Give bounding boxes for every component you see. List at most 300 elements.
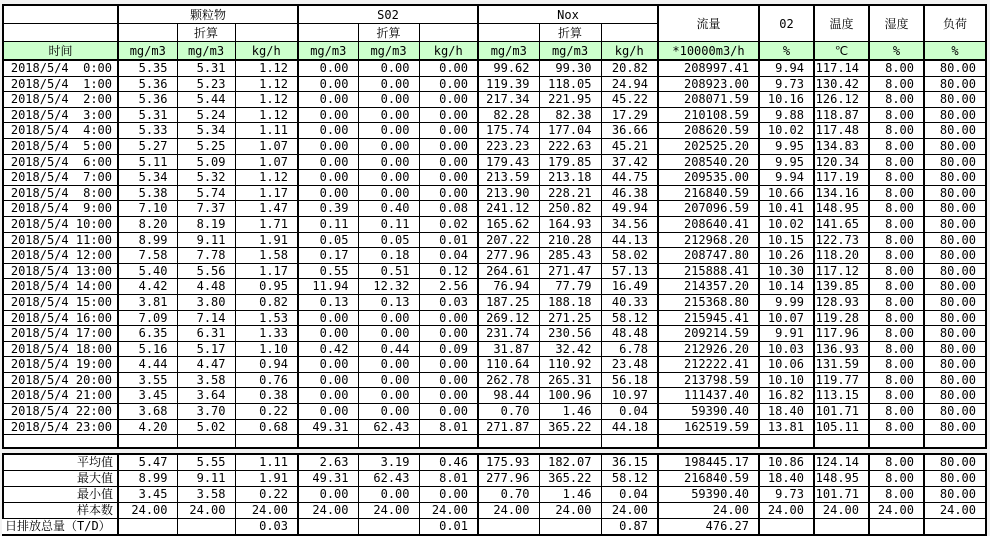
value-cell: 0.00 bbox=[419, 326, 478, 342]
value-cell: 0.00 bbox=[419, 487, 478, 503]
value-cell: 80.00 bbox=[924, 372, 986, 388]
value-cell: 9.88 bbox=[759, 107, 814, 123]
value-cell: 5.36 bbox=[118, 92, 177, 108]
value-cell: 117.96 bbox=[814, 326, 869, 342]
value-cell: 213.59 bbox=[478, 170, 539, 186]
value-cell: 45.21 bbox=[601, 138, 658, 154]
col-time: 时间 bbox=[3, 42, 118, 61]
value-cell: 8.00 bbox=[869, 404, 924, 420]
value-cell: 8.00 bbox=[869, 294, 924, 310]
value-cell: 7.14 bbox=[177, 310, 235, 326]
value-cell: 99.62 bbox=[478, 60, 539, 76]
value-cell: 1.12 bbox=[235, 107, 298, 123]
summary-label-cell: 日排放总量（T/D） bbox=[3, 519, 118, 536]
value-cell: 8.20 bbox=[118, 216, 177, 232]
value-cell: 0.00 bbox=[419, 388, 478, 404]
value-cell: 214357.20 bbox=[658, 279, 759, 295]
value-cell: 120.34 bbox=[814, 154, 869, 170]
value-cell: 0.00 bbox=[419, 123, 478, 139]
value-cell: 0.00 bbox=[358, 138, 419, 154]
table-row bbox=[3, 92, 986, 108]
value-cell: 208071.59 bbox=[658, 92, 759, 108]
value-cell: 0.13 bbox=[298, 294, 358, 310]
value-cell: 0.00 bbox=[419, 372, 478, 388]
value-cell: 0.00 bbox=[419, 138, 478, 154]
value-cell: 213.18 bbox=[539, 170, 601, 186]
value-cell: 0.00 bbox=[358, 487, 419, 503]
value-cell: 1.07 bbox=[235, 138, 298, 154]
value-cell: 7.37 bbox=[177, 201, 235, 217]
value-cell: 0.17 bbox=[298, 248, 358, 264]
table-row bbox=[3, 107, 986, 123]
value-cell: 148.95 bbox=[814, 471, 869, 487]
value-cell: 17.29 bbox=[601, 107, 658, 123]
value-cell: 126.12 bbox=[814, 92, 869, 108]
table-row bbox=[3, 279, 986, 295]
time-cell: 2018/5/4 6:00 bbox=[3, 154, 118, 170]
value-cell: 0.11 bbox=[358, 216, 419, 232]
value-cell: 0.00 bbox=[298, 170, 358, 186]
value-cell: 0.00 bbox=[298, 404, 358, 420]
value-cell: 0.00 bbox=[419, 185, 478, 201]
value-cell: 80.00 bbox=[924, 154, 986, 170]
value-cell: 80.00 bbox=[924, 216, 986, 232]
value-cell: 1.47 bbox=[235, 201, 298, 217]
value-cell: 175.93 bbox=[478, 454, 539, 471]
value-cell: 80.00 bbox=[924, 454, 986, 471]
value-cell bbox=[539, 519, 601, 536]
value-cell: 0.00 bbox=[419, 404, 478, 420]
value-cell: 5.24 bbox=[177, 107, 235, 123]
time-cell: 2018/5/4 5:00 bbox=[3, 138, 118, 154]
value-cell: 36.15 bbox=[601, 454, 658, 471]
value-cell: 49.31 bbox=[298, 471, 358, 487]
value-cell: 118.05 bbox=[539, 76, 601, 92]
corner-cell bbox=[3, 5, 118, 24]
value-cell: 6.31 bbox=[177, 326, 235, 342]
value-cell: 221.95 bbox=[539, 92, 601, 108]
value-cell: 3.45 bbox=[118, 388, 177, 404]
value-cell: 80.00 bbox=[924, 404, 986, 420]
value-cell: 209535.00 bbox=[658, 170, 759, 186]
value-cell: 117.48 bbox=[814, 123, 869, 139]
value-cell bbox=[358, 519, 419, 536]
time-cell: 2018/5/4 7:00 bbox=[3, 170, 118, 186]
value-cell: 16.49 bbox=[601, 279, 658, 295]
value-cell: 5.47 bbox=[118, 454, 177, 471]
value-cell: 80.00 bbox=[924, 341, 986, 357]
value-cell bbox=[924, 519, 986, 536]
value-cell: 0.00 bbox=[358, 76, 419, 92]
value-cell: 8.00 bbox=[869, 487, 924, 503]
value-cell: 10.16 bbox=[759, 92, 814, 108]
value-cell: 58.12 bbox=[601, 471, 658, 487]
table-row bbox=[3, 263, 986, 279]
value-cell: 8.00 bbox=[869, 326, 924, 342]
value-cell: 0.00 bbox=[298, 487, 358, 503]
value-cell bbox=[814, 519, 869, 536]
value-cell: 0.04 bbox=[601, 404, 658, 420]
unit-temperature: ℃ bbox=[814, 42, 869, 61]
value-cell: 7.58 bbox=[118, 248, 177, 264]
value-cell: 5.35 bbox=[118, 60, 177, 76]
value-cell: 0.13 bbox=[358, 294, 419, 310]
value-cell: 128.93 bbox=[814, 294, 869, 310]
value-cell: 0.00 bbox=[298, 185, 358, 201]
value-cell: 0.76 bbox=[235, 372, 298, 388]
table-row bbox=[3, 357, 986, 373]
value-cell: 24.00 bbox=[118, 503, 177, 519]
value-cell: 148.95 bbox=[814, 201, 869, 217]
value-cell: 10.07 bbox=[759, 310, 814, 326]
value-cell: 250.82 bbox=[539, 201, 601, 217]
value-cell: 5.27 bbox=[118, 138, 177, 154]
value-cell: 24.00 bbox=[419, 503, 478, 519]
value-cell: 5.74 bbox=[177, 185, 235, 201]
value-cell: 119.28 bbox=[814, 310, 869, 326]
value-cell: 24.00 bbox=[658, 503, 759, 519]
unit-so2-mgm3: mg/m3 bbox=[298, 42, 358, 61]
group-so2: S02 bbox=[298, 5, 478, 24]
value-cell: 58.02 bbox=[601, 248, 658, 264]
value-cell: 9.91 bbox=[759, 326, 814, 342]
empty-cell bbox=[235, 24, 298, 42]
value-cell: 0.70 bbox=[478, 404, 539, 420]
value-cell: 80.00 bbox=[924, 263, 986, 279]
value-cell: 34.56 bbox=[601, 216, 658, 232]
value-cell: 198445.17 bbox=[658, 454, 759, 471]
value-cell: 0.02 bbox=[419, 216, 478, 232]
value-cell: 8.00 bbox=[869, 419, 924, 435]
value-cell: 40.33 bbox=[601, 294, 658, 310]
value-cell: 59390.40 bbox=[658, 404, 759, 420]
value-cell: 32.42 bbox=[539, 341, 601, 357]
empty-cell bbox=[759, 435, 814, 449]
value-cell: 3.64 bbox=[177, 388, 235, 404]
value-cell: 8.00 bbox=[869, 388, 924, 404]
value-cell: 62.43 bbox=[358, 419, 419, 435]
subheader-converted-nox: 折算 bbox=[539, 24, 601, 42]
value-cell: 0.95 bbox=[235, 279, 298, 295]
value-cell: 223.23 bbox=[478, 138, 539, 154]
value-cell: 0.94 bbox=[235, 357, 298, 373]
value-cell: 7.10 bbox=[118, 201, 177, 217]
value-cell: 0.00 bbox=[419, 76, 478, 92]
value-cell: 3.55 bbox=[118, 372, 177, 388]
col-load: 负荷 bbox=[924, 5, 986, 42]
value-cell: 0.42 bbox=[298, 341, 358, 357]
value-cell: 117.19 bbox=[814, 170, 869, 186]
value-cell: 177.04 bbox=[539, 123, 601, 139]
value-cell: 0.87 bbox=[601, 519, 658, 536]
value-cell bbox=[869, 519, 924, 536]
value-cell: 80.00 bbox=[924, 138, 986, 154]
value-cell: 215368.80 bbox=[658, 294, 759, 310]
time-cell: 2018/5/4 8:00 bbox=[3, 185, 118, 201]
value-cell: 139.85 bbox=[814, 279, 869, 295]
value-cell: 207.22 bbox=[478, 232, 539, 248]
value-cell: 210.28 bbox=[539, 232, 601, 248]
empty-cell bbox=[298, 24, 358, 42]
group-particulate: 颗粒物 bbox=[118, 5, 298, 24]
summary-label-cell: 最大值 bbox=[3, 471, 118, 487]
value-cell: 3.68 bbox=[118, 404, 177, 420]
value-cell: 45.22 bbox=[601, 92, 658, 108]
value-cell: 5.33 bbox=[118, 123, 177, 139]
value-cell: 12.32 bbox=[358, 279, 419, 295]
value-cell: 0.00 bbox=[298, 138, 358, 154]
value-cell: 8.00 bbox=[869, 216, 924, 232]
value-cell: 80.00 bbox=[924, 232, 986, 248]
value-cell: 210108.59 bbox=[658, 107, 759, 123]
value-cell: 165.62 bbox=[478, 216, 539, 232]
value-cell: 9.95 bbox=[759, 154, 814, 170]
value-cell: 44.75 bbox=[601, 170, 658, 186]
value-cell: 1.12 bbox=[235, 92, 298, 108]
value-cell: 0.04 bbox=[601, 487, 658, 503]
value-cell: 8.00 bbox=[869, 201, 924, 217]
value-cell: 215945.41 bbox=[658, 310, 759, 326]
value-cell: 3.58 bbox=[177, 372, 235, 388]
value-cell: 80.00 bbox=[924, 248, 986, 264]
header-units-row bbox=[3, 42, 986, 61]
value-cell: 3.81 bbox=[118, 294, 177, 310]
value-cell: 98.44 bbox=[478, 388, 539, 404]
value-cell: 0.00 bbox=[358, 185, 419, 201]
value-cell: 8.19 bbox=[177, 216, 235, 232]
value-cell: 228.21 bbox=[539, 185, 601, 201]
value-cell: 0.00 bbox=[419, 357, 478, 373]
value-cell: 24.00 bbox=[814, 503, 869, 519]
value-cell: 3.70 bbox=[177, 404, 235, 420]
empty-cell bbox=[298, 435, 358, 449]
value-cell: 0.00 bbox=[298, 310, 358, 326]
value-cell: 105.11 bbox=[814, 419, 869, 435]
value-cell: 1.10 bbox=[235, 341, 298, 357]
value-cell: 118.87 bbox=[814, 107, 869, 123]
summary-body bbox=[3, 454, 986, 535]
value-cell: 24.00 bbox=[869, 503, 924, 519]
value-cell: 0.00 bbox=[358, 372, 419, 388]
value-cell: 8.00 bbox=[869, 107, 924, 123]
value-cell: 216840.59 bbox=[658, 471, 759, 487]
value-cell: 24.00 bbox=[759, 503, 814, 519]
value-cell: 130.42 bbox=[814, 76, 869, 92]
value-cell: 80.00 bbox=[924, 357, 986, 373]
empty-cell bbox=[118, 435, 177, 449]
value-cell: 175.74 bbox=[478, 123, 539, 139]
value-cell: 1.07 bbox=[235, 154, 298, 170]
value-cell: 24.00 bbox=[601, 503, 658, 519]
value-cell: 164.93 bbox=[539, 216, 601, 232]
value-cell: 10.15 bbox=[759, 232, 814, 248]
value-cell: 8.00 bbox=[869, 123, 924, 139]
unit-pm-mgm3: mg/m3 bbox=[118, 42, 177, 61]
value-cell: 80.00 bbox=[924, 419, 986, 435]
value-cell: 231.74 bbox=[478, 326, 539, 342]
value-cell: 277.96 bbox=[478, 248, 539, 264]
unit-pm-kgh: kg/h bbox=[235, 42, 298, 61]
value-cell: 1.17 bbox=[235, 185, 298, 201]
value-cell: 1.12 bbox=[235, 60, 298, 76]
value-cell: 0.05 bbox=[358, 232, 419, 248]
table-row bbox=[3, 216, 986, 232]
empty-cell bbox=[814, 435, 869, 449]
group-nox: Nox bbox=[478, 5, 658, 24]
value-cell: 62.43 bbox=[358, 471, 419, 487]
value-cell: 8.99 bbox=[118, 471, 177, 487]
value-cell: 212926.20 bbox=[658, 341, 759, 357]
value-cell: 182.07 bbox=[539, 454, 601, 471]
value-cell: 80.00 bbox=[924, 60, 986, 76]
summary-label-cell: 最小值 bbox=[3, 487, 118, 503]
value-cell: 48.48 bbox=[601, 326, 658, 342]
value-cell: 119.39 bbox=[478, 76, 539, 92]
summary-row bbox=[3, 454, 986, 471]
table-row bbox=[3, 294, 986, 310]
value-cell: 0.00 bbox=[358, 326, 419, 342]
value-cell: 0.44 bbox=[358, 341, 419, 357]
empty-cell bbox=[658, 435, 759, 449]
value-cell: 0.01 bbox=[419, 232, 478, 248]
time-cell: 2018/5/4 23:00 bbox=[3, 419, 118, 435]
value-cell: 6.78 bbox=[601, 341, 658, 357]
value-cell: 0.00 bbox=[419, 310, 478, 326]
unit-so2-kgh: kg/h bbox=[419, 42, 478, 61]
value-cell: 80.00 bbox=[924, 294, 986, 310]
value-cell: 208747.80 bbox=[658, 248, 759, 264]
value-cell bbox=[298, 519, 358, 536]
value-cell: 285.43 bbox=[539, 248, 601, 264]
value-cell: 5.25 bbox=[177, 138, 235, 154]
col-flow: 流量 bbox=[658, 5, 759, 42]
value-cell: 5.56 bbox=[177, 263, 235, 279]
value-cell: 6.35 bbox=[118, 326, 177, 342]
value-cell bbox=[759, 519, 814, 536]
value-cell: 0.05 bbox=[298, 232, 358, 248]
value-cell: 0.00 bbox=[419, 60, 478, 76]
time-cell: 2018/5/4 11:00 bbox=[3, 232, 118, 248]
value-cell: 122.73 bbox=[814, 232, 869, 248]
value-cell: 1.91 bbox=[235, 471, 298, 487]
value-cell: 1.58 bbox=[235, 248, 298, 264]
value-cell: 0.00 bbox=[358, 310, 419, 326]
value-cell: 31.87 bbox=[478, 341, 539, 357]
time-cell: 2018/5/4 10:00 bbox=[3, 216, 118, 232]
value-cell: 5.31 bbox=[177, 60, 235, 76]
time-cell: 2018/5/4 18:00 bbox=[3, 341, 118, 357]
summary-row bbox=[3, 487, 986, 503]
unit-flow: *10000m3/h bbox=[658, 42, 759, 61]
value-cell: 5.34 bbox=[118, 170, 177, 186]
value-cell: 4.48 bbox=[177, 279, 235, 295]
value-cell: 5.38 bbox=[118, 185, 177, 201]
table-row bbox=[3, 372, 986, 388]
value-cell: 3.58 bbox=[177, 487, 235, 503]
value-cell: 57.13 bbox=[601, 263, 658, 279]
value-cell: 3.80 bbox=[177, 294, 235, 310]
value-cell: 8.00 bbox=[869, 76, 924, 92]
value-cell: 1.33 bbox=[235, 326, 298, 342]
value-cell: 18.40 bbox=[759, 471, 814, 487]
value-cell: 230.56 bbox=[539, 326, 601, 342]
value-cell: 4.44 bbox=[118, 357, 177, 373]
value-cell: 80.00 bbox=[924, 471, 986, 487]
value-cell: 8.01 bbox=[419, 419, 478, 435]
value-cell: 1.17 bbox=[235, 263, 298, 279]
value-cell: 0.46 bbox=[419, 454, 478, 471]
subheader-converted-pm: 折算 bbox=[177, 24, 235, 42]
value-cell: 0.03 bbox=[235, 519, 298, 536]
value-cell: 0.00 bbox=[358, 404, 419, 420]
value-cell: 1.11 bbox=[235, 123, 298, 139]
summary-label-cell: 样本数 bbox=[3, 503, 118, 519]
value-cell: 8.00 bbox=[869, 138, 924, 154]
time-cell: 2018/5/4 21:00 bbox=[3, 388, 118, 404]
value-cell: 1.11 bbox=[235, 454, 298, 471]
value-cell: 24.00 bbox=[235, 503, 298, 519]
value-cell: 1.46 bbox=[539, 487, 601, 503]
value-cell: 101.71 bbox=[814, 487, 869, 503]
value-cell: 7.78 bbox=[177, 248, 235, 264]
summary-row bbox=[3, 519, 986, 536]
value-cell: 0.04 bbox=[419, 248, 478, 264]
value-cell: 24.00 bbox=[924, 503, 986, 519]
value-cell: 212222.41 bbox=[658, 357, 759, 373]
value-cell: 271.47 bbox=[539, 263, 601, 279]
table-row bbox=[3, 170, 986, 186]
value-cell: 101.71 bbox=[814, 404, 869, 420]
value-cell: 0.38 bbox=[235, 388, 298, 404]
value-cell: 110.92 bbox=[539, 357, 601, 373]
value-cell: 10.02 bbox=[759, 216, 814, 232]
value-cell: 3.45 bbox=[118, 487, 177, 503]
value-cell: 80.00 bbox=[924, 76, 986, 92]
value-cell: 0.01 bbox=[419, 519, 478, 536]
empty-cell bbox=[869, 435, 924, 449]
value-cell bbox=[478, 519, 539, 536]
value-cell: 0.00 bbox=[419, 92, 478, 108]
value-cell: 10.02 bbox=[759, 123, 814, 139]
value-cell: 207096.59 bbox=[658, 201, 759, 217]
value-cell: 262.78 bbox=[478, 372, 539, 388]
table-row bbox=[3, 76, 986, 92]
value-cell: 82.28 bbox=[478, 107, 539, 123]
table-row bbox=[3, 201, 986, 217]
summary-table bbox=[2, 453, 987, 536]
table-row bbox=[3, 310, 986, 326]
value-cell: 119.77 bbox=[814, 372, 869, 388]
value-cell: 80.00 bbox=[924, 388, 986, 404]
value-cell: 0.00 bbox=[298, 107, 358, 123]
value-cell: 202525.20 bbox=[658, 138, 759, 154]
header-group-row bbox=[3, 5, 986, 24]
value-cell: 10.41 bbox=[759, 201, 814, 217]
time-cell: 2018/5/4 22:00 bbox=[3, 404, 118, 420]
value-cell: 1.12 bbox=[235, 170, 298, 186]
value-cell: 8.00 bbox=[869, 170, 924, 186]
value-cell: 0.00 bbox=[298, 60, 358, 76]
value-cell: 0.09 bbox=[419, 341, 478, 357]
blank-row bbox=[3, 435, 986, 449]
value-cell: 162519.59 bbox=[658, 419, 759, 435]
value-cell: 7.09 bbox=[118, 310, 177, 326]
value-cell: 8.99 bbox=[118, 232, 177, 248]
value-cell: 1.53 bbox=[235, 310, 298, 326]
value-cell: 0.00 bbox=[358, 60, 419, 76]
value-cell: 9.73 bbox=[759, 76, 814, 92]
empty-cell bbox=[358, 435, 419, 449]
